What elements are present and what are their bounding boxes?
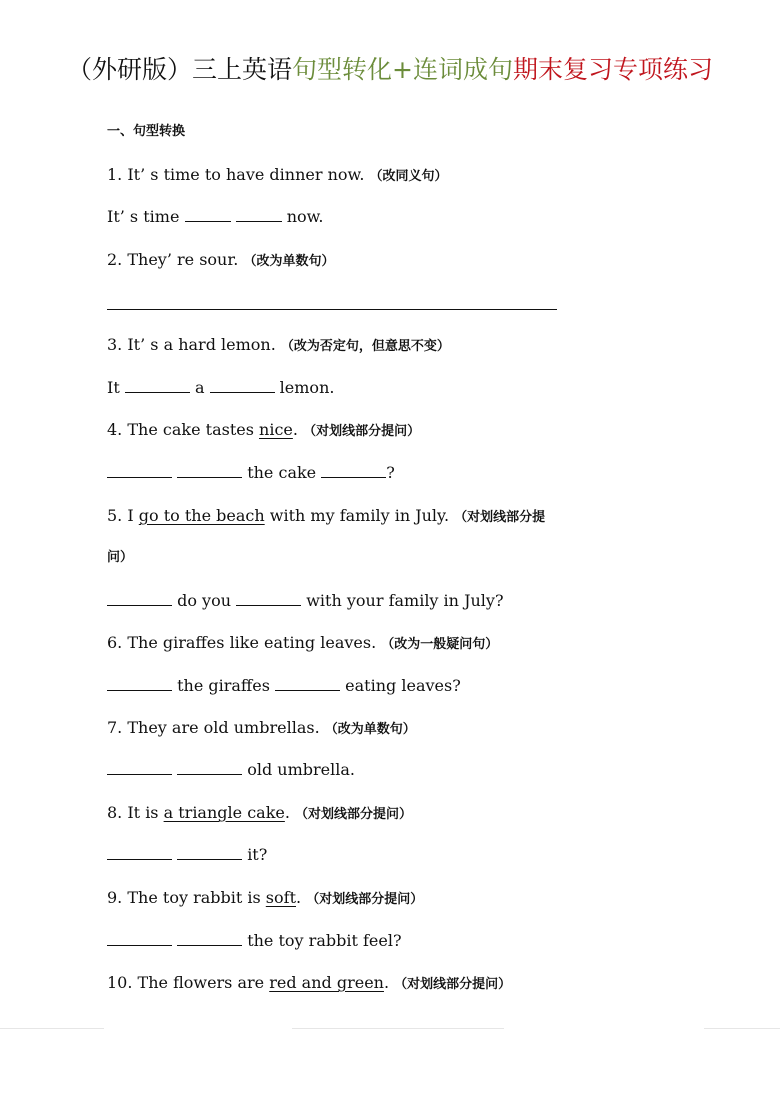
question-9-text: 9. The toy rabbit is: [107, 888, 266, 907]
answer-blank[interactable]: [210, 377, 275, 393]
answer-4-text: the cake: [247, 463, 317, 482]
page-divider: [0, 1028, 104, 1029]
question-2-text: 2. They’ re sour.: [107, 250, 239, 269]
answer-blank[interactable]: [107, 930, 172, 946]
question-5-instruction: （对划线部分提: [454, 510, 546, 525]
question-4-text: 4. The cake tastes: [107, 420, 260, 439]
question-5-underlined: go to the beach: [138, 506, 265, 525]
question-3-instruction: （改为否定句，但意思不变）: [280, 339, 450, 354]
question-6-text: 6. The giraffes like eating leaves.: [107, 633, 377, 652]
answer-5-text: do you: [177, 591, 232, 610]
question-10-text: 10. The flowers are: [107, 973, 270, 992]
question-8-underlined: a triangle cake: [163, 803, 285, 822]
answer-blank[interactable]: [177, 462, 242, 478]
question-2-instruction: （改为单数句）: [243, 254, 335, 269]
answer-9-end: the toy rabbit feel?: [247, 931, 402, 950]
question-10-punct: .: [383, 973, 390, 992]
question-10-instruction: （对划线部分提问）: [394, 977, 512, 992]
question-9: [107, 887, 423, 911]
question-4-underlined: nice: [259, 420, 293, 439]
answer-1-suffix: now.: [286, 207, 324, 226]
question-1: [107, 164, 448, 188]
question-6: [107, 632, 498, 656]
answer-6-text: the giraffes: [177, 676, 270, 695]
answer-9: [107, 930, 402, 952]
question-5-rest: with my family in July.: [264, 506, 450, 525]
question-9-punct: .: [296, 888, 302, 907]
answer-blank[interactable]: [107, 759, 172, 775]
answer-blank[interactable]: [236, 590, 301, 606]
answer-blank[interactable]: [107, 590, 172, 606]
page-divider: [704, 1028, 780, 1029]
answer-blank[interactable]: [177, 930, 242, 946]
answer-blank[interactable]: [185, 206, 231, 222]
question-1-text: 1. It’ s time to have dinner now.: [107, 165, 365, 184]
question-8: [107, 802, 412, 826]
question-8-punct: .: [284, 803, 290, 822]
question-9-underlined: soft: [265, 888, 296, 907]
answer-blank[interactable]: [107, 675, 172, 691]
title-part-review: 期末复习专项练习: [512, 55, 713, 84]
answer-3-word: a: [194, 378, 205, 397]
question-8-instruction: （对划线部分提问）: [295, 807, 413, 822]
answer-4-end: ?: [386, 463, 395, 482]
answer-3-word: lemon.: [279, 378, 335, 397]
question-10: [107, 972, 511, 996]
question-10-underlined: red and green: [269, 973, 384, 992]
question-4-punct: .: [292, 420, 298, 439]
question-3: [107, 334, 450, 358]
section-heading: 一、句型转换: [107, 124, 186, 139]
question-8-text: 8. It is: [107, 803, 164, 822]
question-7-instruction: （改为单数句）: [324, 722, 416, 737]
answer-7-end: old umbrella.: [247, 760, 355, 779]
page-title: [0, 50, 780, 86]
answer-8-end: it?: [247, 845, 268, 864]
answer-blank[interactable]: [125, 377, 190, 393]
answer-blank[interactable]: [107, 462, 172, 478]
question-2: [107, 249, 334, 273]
question-6-instruction: （改为一般疑问句）: [381, 637, 499, 652]
answer-1-prefix: It’ s time: [107, 207, 180, 226]
answer-3-word: It: [107, 378, 120, 397]
question-7-text: 7. They are old umbrellas.: [107, 718, 320, 737]
title-part-topic: 句型转化+连词成句: [292, 55, 513, 84]
answer-4: [107, 462, 395, 484]
question-3-text: 3. It’ s a hard lemon.: [107, 335, 276, 354]
question-4-instruction: （对划线部分提问）: [303, 424, 421, 439]
question-5-text: 5. I: [107, 506, 139, 525]
answer-8: [107, 844, 267, 866]
answer-5-end: with your family in July?: [306, 591, 504, 610]
answer-5: [107, 590, 504, 612]
question-9-instruction: （对划线部分提问）: [306, 892, 424, 907]
answer-6-end: eating leaves?: [345, 676, 461, 695]
title-part-grade: （外研版）三上英语: [67, 55, 293, 84]
question-5-instruction-cont: 问）: [107, 550, 134, 565]
answer-1: [107, 206, 324, 228]
answer-blank[interactable]: [321, 462, 386, 478]
answer-blank[interactable]: [177, 759, 242, 775]
question-7: [107, 717, 416, 741]
answer-blank[interactable]: [177, 844, 242, 860]
answer-6: [107, 675, 461, 697]
question-1-instruction: （改同义句）: [369, 169, 448, 184]
answer-blank[interactable]: [107, 844, 172, 860]
question-5: [107, 505, 545, 529]
answer-7: [107, 759, 355, 781]
answer-blank[interactable]: [275, 675, 340, 691]
answer-3: [107, 377, 334, 399]
page-divider: [292, 1028, 504, 1029]
question-4: [107, 419, 420, 443]
answer-blank[interactable]: [236, 206, 282, 222]
answer-2-line[interactable]: [107, 309, 557, 310]
